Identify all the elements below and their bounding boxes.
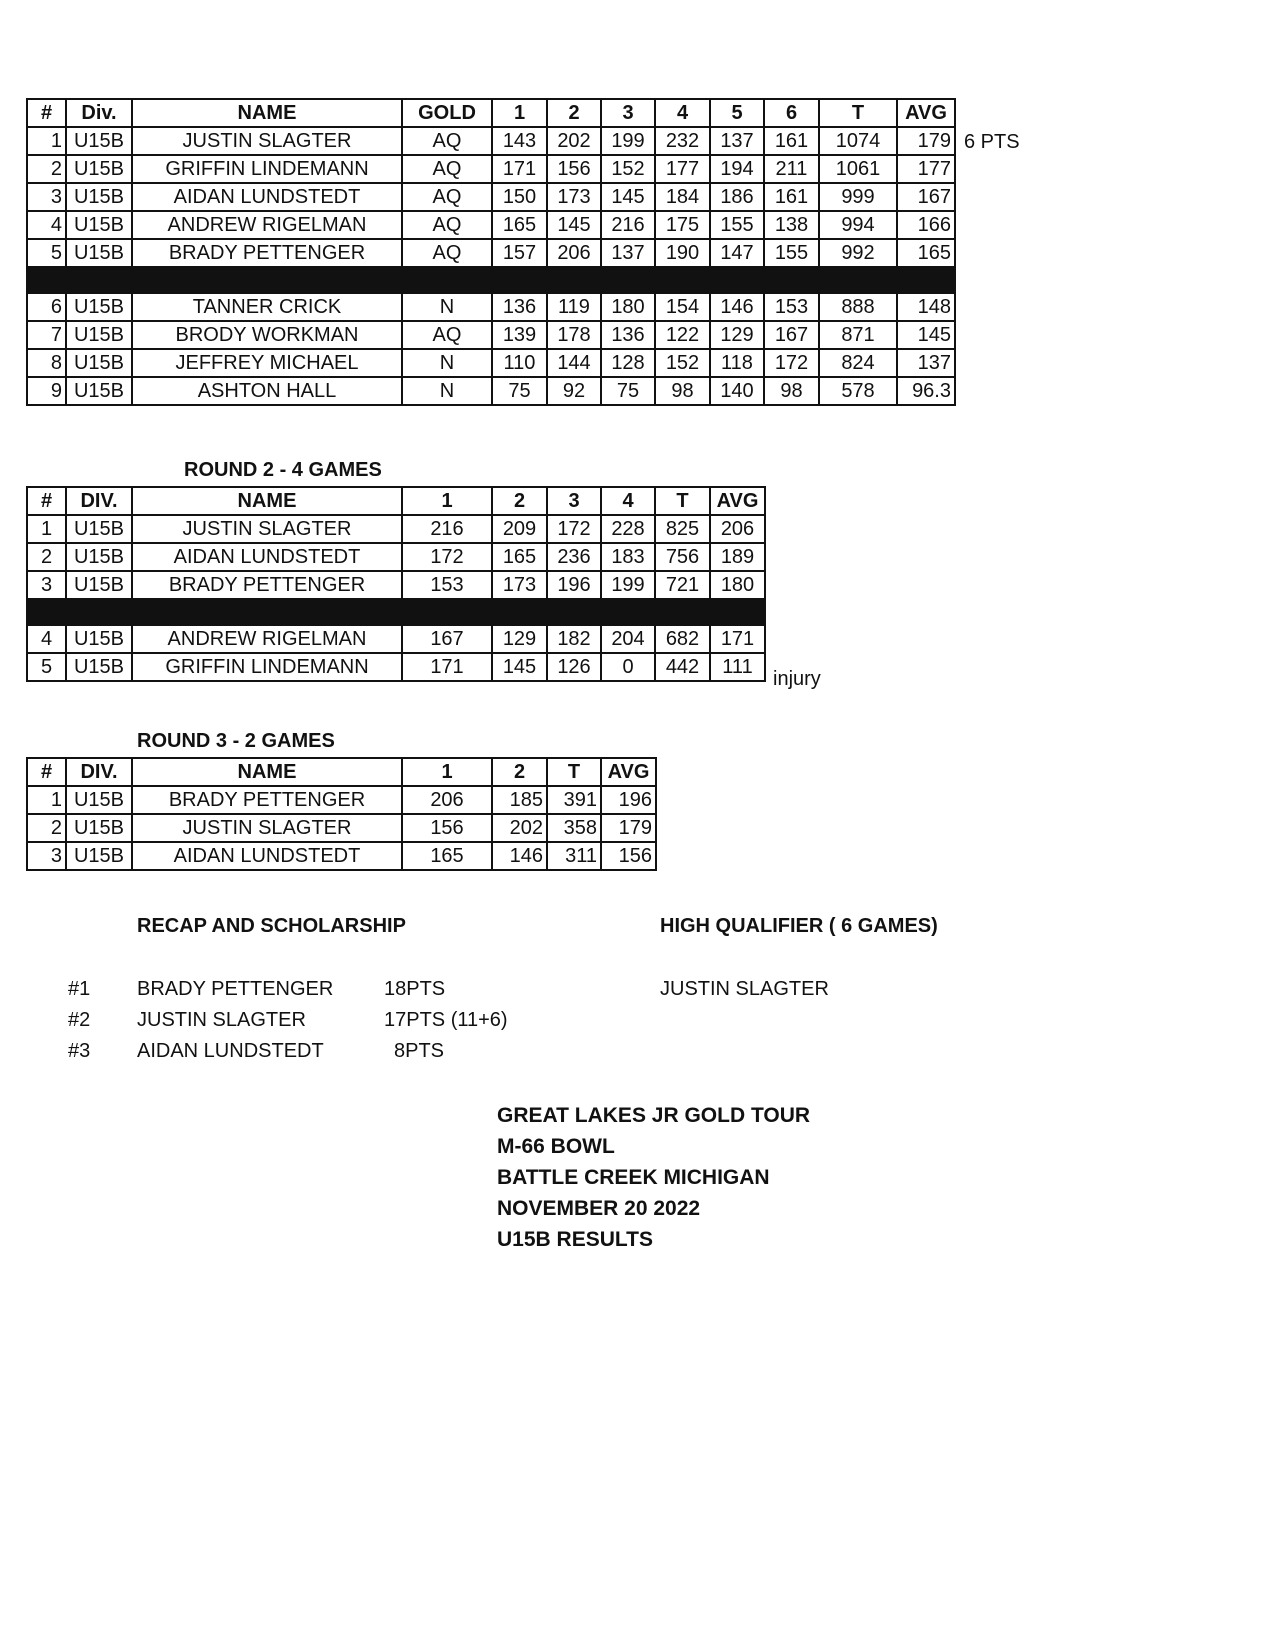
round1-table [26,98,956,406]
round3-table [26,757,657,871]
table-cell: U15B [66,349,132,377]
table-cell: N [402,293,492,321]
table-cell: 202 [547,127,601,155]
table-cell: AQ [402,155,492,183]
table-cell: 209 [492,515,547,543]
column-header: # [27,487,66,515]
table-cell: 756 [655,543,710,571]
footer-line: M-66 BOWL [497,1135,615,1158]
table-cell: 311 [547,842,601,870]
column-header: 2 [492,487,547,515]
table-cell: 8 [27,349,66,377]
footer-line: NOVEMBER 20 2022 [497,1197,701,1220]
table-cell: 183 [601,543,655,571]
table-cell: 204 [601,625,655,653]
table-row [27,155,955,183]
table-cell: AIDAN LUNDSTEDT [132,842,402,870]
table-cell: 1 [27,786,66,814]
table-cell: 216 [402,515,492,543]
table-row [27,653,765,681]
table-cell: 152 [655,349,710,377]
table-cell: 171 [402,653,492,681]
table-cell: N [402,377,492,405]
table-cell: AQ [402,239,492,267]
table-cell: 994 [819,211,897,239]
column-header: T [819,99,897,127]
table-cell: 992 [819,239,897,267]
table-cell: 184 [655,183,710,211]
recap-name-2: JUSTIN SLAGTER [137,1009,306,1031]
table-cell: 122 [655,321,710,349]
column-header: Div. [66,99,132,127]
table-cell: 4 [27,625,66,653]
table-cell: 145 [601,183,655,211]
table-cell: AIDAN LUNDSTEDT [132,183,402,211]
table-cell: 147 [710,239,764,267]
table-cell: 682 [655,625,710,653]
column-header: AVG [710,487,765,515]
table-cell: JUSTIN SLAGTER [132,127,402,155]
table-cell: 145 [897,321,955,349]
table-cell: AQ [402,183,492,211]
round3-title: ROUND 3 - 2 GAMES [137,730,335,752]
table-cell: 148 [897,293,955,321]
table-row [27,377,955,405]
table-cell: U15B [66,653,132,681]
table-cell: 871 [819,321,897,349]
round1-header-row [27,99,955,127]
table-cell: 180 [710,571,765,599]
table-cell: 721 [655,571,710,599]
table-row [27,321,955,349]
table-cell: 153 [764,293,819,321]
table-cell: BRADY PETTENGER [132,571,402,599]
table-cell: 172 [402,543,492,571]
table-cell: 358 [547,814,601,842]
table-cell: 165 [897,239,955,267]
table-cell: 182 [547,625,601,653]
column-header: DIV. [66,758,132,786]
table-cell: 9 [27,377,66,405]
table-cell: AQ [402,127,492,155]
table-cell: U15B [66,239,132,267]
table-cell: BRADY PETTENGER [132,786,402,814]
table-cell: 6 [27,293,66,321]
recap-name-3: AIDAN LUNDSTEDT [137,1040,324,1062]
column-header: 4 [655,99,710,127]
table-cell: 128 [601,349,655,377]
table-cell: 206 [402,786,492,814]
column-header: NAME [132,99,402,127]
table-cell: 202 [492,814,547,842]
table-cell: 578 [819,377,897,405]
event-footer [497,1100,810,1255]
table-cell: 98 [764,377,819,405]
column-header: 6 [764,99,819,127]
table-cell: 167 [764,321,819,349]
column-header: 2 [492,758,547,786]
cutline-bar [27,599,765,625]
table-cell: U15B [66,571,132,599]
table-cell: 824 [819,349,897,377]
table-row [27,293,955,321]
table-cell: 92 [547,377,601,405]
table-cell: 185 [492,786,547,814]
table-cell: 146 [710,293,764,321]
table-cell: 137 [601,239,655,267]
table-cell: 119 [547,293,601,321]
column-header: 5 [710,99,764,127]
table-cell: 165 [492,211,547,239]
round2-title: ROUND 2 - 4 GAMES [184,459,382,481]
table-cell: 138 [764,211,819,239]
table-cell: 179 [897,127,955,155]
column-header: 1 [492,99,547,127]
table-cell: 167 [402,625,492,653]
table-cell: 7 [27,321,66,349]
table-cell: U15B [66,543,132,571]
table-cell: 126 [547,653,601,681]
table-cell: JUSTIN SLAGTER [132,814,402,842]
cutline-bar [27,267,955,293]
table-cell: 143 [492,127,547,155]
table-cell: 146 [492,842,547,870]
table-cell: 173 [547,183,601,211]
table-cell: 96.3 [897,377,955,405]
recap-rank-3: #3 [68,1040,91,1062]
table-cell: BRADY PETTENGER [132,239,402,267]
table-cell: U15B [66,515,132,543]
table-cell: 179 [601,814,656,842]
round1-side-note: 6 PTS [964,131,1020,153]
table-row [27,239,955,267]
footer-line: GREAT LAKES JR GOLD TOUR [497,1104,811,1127]
table-cell: 156 [547,155,601,183]
table-cell: 3 [27,183,66,211]
column-header: AVG [601,758,656,786]
table-cell: GRIFFIN LINDEMANN [132,155,402,183]
table-cell: 2 [27,155,66,183]
column-header: 2 [547,99,601,127]
table-cell: 157 [492,239,547,267]
table-cell: 1 [27,127,66,155]
recap-pts-1: 18PTS [384,978,446,1000]
table-cell: 216 [601,211,655,239]
table-cell: 118 [710,349,764,377]
table-row [27,842,656,870]
table-cell: 5 [27,239,66,267]
table-cell: 1061 [819,155,897,183]
table-cell: 199 [601,571,655,599]
cutline-separator [27,267,955,293]
table-cell: AQ [402,211,492,239]
table-cell: U15B [66,321,132,349]
cutline-separator [27,599,765,625]
table-cell: 156 [601,842,656,870]
column-header: DIV. [66,487,132,515]
footer-line: U15B RESULTS [497,1228,653,1251]
table-cell: 110 [492,349,547,377]
column-header: NAME [132,487,402,515]
table-cell: 0 [601,653,655,681]
round2-table [26,486,766,682]
table-cell: 232 [655,127,710,155]
table-row [27,571,765,599]
table-row [27,625,765,653]
column-header: T [655,487,710,515]
table-cell: 161 [764,127,819,155]
table-row [27,349,955,377]
column-header: 3 [547,487,601,515]
table-cell: U15B [66,814,132,842]
column-header: AVG [897,99,955,127]
table-cell: 145 [492,653,547,681]
table-cell: AQ [402,321,492,349]
table-cell: 136 [492,293,547,321]
table-cell: 5 [27,653,66,681]
table-cell: 189 [710,543,765,571]
table-cell: 161 [764,183,819,211]
table-cell: 129 [492,625,547,653]
table-cell: 196 [601,786,656,814]
table-cell: 167 [897,183,955,211]
table-cell: 144 [547,349,601,377]
table-cell: 2 [27,543,66,571]
table-cell: 888 [819,293,897,321]
table-cell: 186 [710,183,764,211]
high-qualifier-name: JUSTIN SLAGTER [660,978,829,1000]
table-cell: 150 [492,183,547,211]
table-cell: 75 [492,377,547,405]
table-cell: 391 [547,786,601,814]
table-cell: 98 [655,377,710,405]
table-cell: 75 [601,377,655,405]
table-row [27,211,955,239]
column-header: 4 [601,487,655,515]
table-cell: 172 [764,349,819,377]
round2-side-note: injury [773,668,821,690]
table-cell: U15B [66,183,132,211]
recap-title: RECAP AND SCHOLARSHIP [137,915,406,937]
table-cell: GRIFFIN LINDEMANN [132,653,402,681]
high-qualifier-title: HIGH QUALIFIER ( 6 GAMES) [660,915,938,937]
table-cell: 177 [897,155,955,183]
column-header: T [547,758,601,786]
table-cell: 206 [547,239,601,267]
table-cell: 137 [710,127,764,155]
table-cell: 156 [402,814,492,842]
table-cell: 190 [655,239,710,267]
table-cell: U15B [66,211,132,239]
table-cell: U15B [66,155,132,183]
table-cell: 155 [764,239,819,267]
table-cell: 165 [402,842,492,870]
table-cell: 236 [547,543,601,571]
table-cell: 3 [27,571,66,599]
table-cell: 194 [710,155,764,183]
table-cell: 165 [492,543,547,571]
table-cell: 999 [819,183,897,211]
table-cell: 206 [710,515,765,543]
footer-line: BATTLE CREEK MICHIGAN [497,1166,770,1189]
recap-pts-2: 17PTS (11+6) [384,1009,508,1031]
table-cell: 153 [402,571,492,599]
table-cell: JUSTIN SLAGTER [132,515,402,543]
table-cell: 228 [601,515,655,543]
table-cell: 442 [655,653,710,681]
table-cell: U15B [66,293,132,321]
column-header: GOLD [402,99,492,127]
table-cell: 175 [655,211,710,239]
round3-header-row [27,758,656,786]
table-cell: 129 [710,321,764,349]
table-cell: JEFFREY MICHAEL [132,349,402,377]
table-cell: ASHTON HALL [132,377,402,405]
column-header: # [27,99,66,127]
column-header: # [27,758,66,786]
column-header: 3 [601,99,655,127]
table-cell: U15B [66,625,132,653]
table-cell: U15B [66,127,132,155]
table-cell: 145 [547,211,601,239]
table-cell: 137 [897,349,955,377]
recap-pts-3: 8PTS [394,1040,445,1062]
table-row [27,127,955,155]
table-cell: 2 [27,814,66,842]
table-cell: 139 [492,321,547,349]
table-cell: U15B [66,842,132,870]
table-cell: TANNER CRICK [132,293,402,321]
table-cell: 173 [492,571,547,599]
table-cell: 140 [710,377,764,405]
table-cell: 166 [897,211,955,239]
table-cell: 177 [655,155,710,183]
column-header: 1 [402,758,492,786]
column-header: NAME [132,758,402,786]
table-cell: 180 [601,293,655,321]
table-cell: 155 [710,211,764,239]
table-cell: BRODY WORKMAN [132,321,402,349]
table-row [27,183,955,211]
table-row [27,515,765,543]
table-cell: 196 [547,571,601,599]
table-cell: 172 [547,515,601,543]
table-cell: ANDREW RIGELMAN [132,211,402,239]
recap-rank-2: #2 [68,1009,91,1031]
table-cell: 171 [710,625,765,653]
table-cell: 1074 [819,127,897,155]
table-cell: 825 [655,515,710,543]
table-cell: 111 [710,653,765,681]
table-row [27,814,656,842]
recap-name-1: BRADY PETTENGER [137,978,334,1000]
table-cell: AIDAN LUNDSTEDT [132,543,402,571]
table-cell: 3 [27,842,66,870]
table-cell: N [402,349,492,377]
table-cell: 171 [492,155,547,183]
table-cell: 1 [27,515,66,543]
table-row [27,543,765,571]
table-row [27,786,656,814]
table-cell: 136 [601,321,655,349]
table-cell: ANDREW RIGELMAN [132,625,402,653]
column-header: 1 [402,487,492,515]
table-cell: 211 [764,155,819,183]
table-cell: 178 [547,321,601,349]
table-cell: 152 [601,155,655,183]
table-cell: U15B [66,786,132,814]
recap-rank-1: #1 [68,978,91,1000]
table-cell: 154 [655,293,710,321]
table-cell: 4 [27,211,66,239]
table-cell: U15B [66,377,132,405]
table-cell: 199 [601,127,655,155]
round2-header-row [27,487,765,515]
